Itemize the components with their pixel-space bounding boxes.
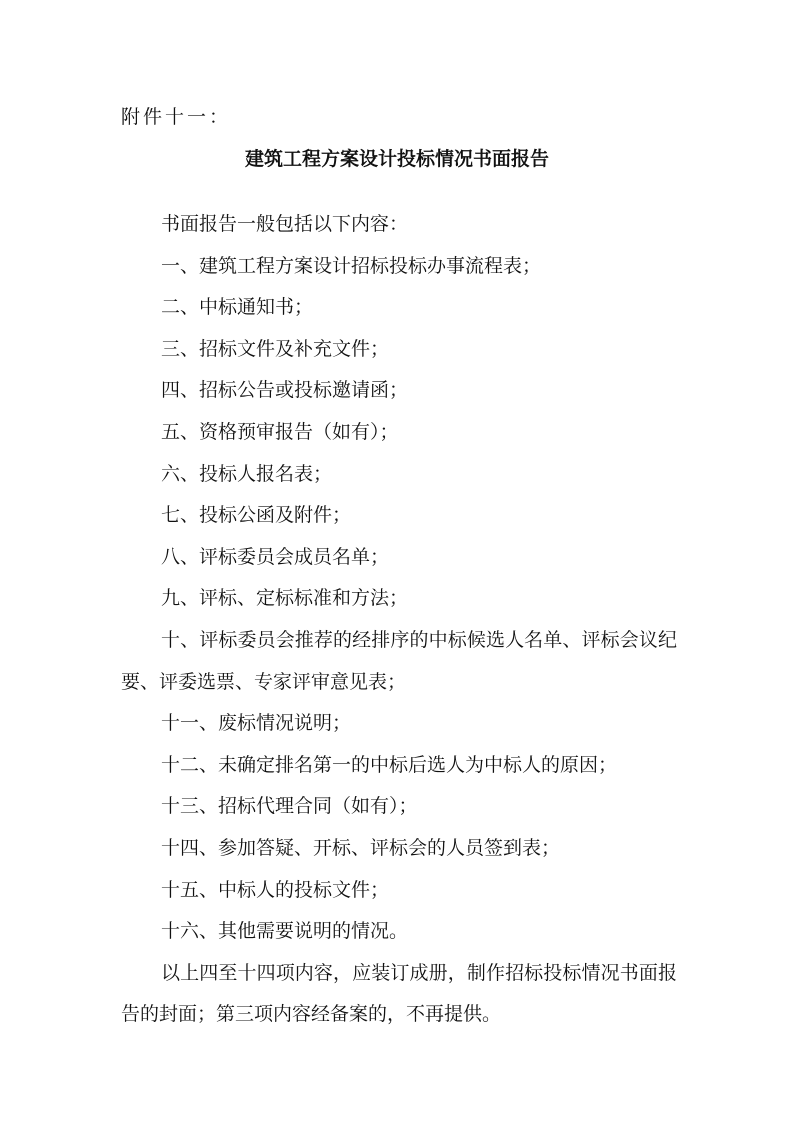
annex-label: 附件十一：: [121, 106, 232, 128]
list-item: 七、投标公函及附件；: [161, 504, 352, 527]
document-body: [121, 204, 677, 1036]
list-item: 九、评标、定标标准和方法；: [161, 587, 409, 610]
document-title: 建筑工程方案设计投标情况书面报告: [244, 148, 549, 170]
list-item: 十六、其他需要说明的情况。: [161, 920, 409, 943]
closing-paragraph: 以上四至十四项内容，应装订成册，制作招标投标情况书面报告的封面；第三项内容经备案的，不再提供。: [121, 961, 677, 1026]
list-item: 六、投标人报名表；: [161, 462, 333, 485]
list-item: 十三、招标代理合同（如有）；: [161, 795, 418, 818]
list-item: 十、评标委员会推荐的经排序的中标候选人名单、评标会议纪要、评委选票、专家评审意见表；: [121, 628, 677, 693]
list-item: 十一、废标情况说明；: [161, 712, 352, 735]
intro-paragraph: 书面报告一般包括以下内容：: [161, 213, 409, 235]
list-item: 十五、中标人的投标文件；: [161, 878, 390, 901]
list-item: 十四、参加答疑、开标、评标会的人员签到表；: [161, 836, 561, 859]
list-item: 一、建筑工程方案设计招标投标办事流程表；: [161, 254, 542, 277]
list-item: 八、评标委员会成员名单；: [161, 545, 390, 568]
list-item: 四、招标公告或投标邀请函；: [161, 379, 409, 402]
list-item: 二、中标通知书；: [161, 296, 314, 319]
list-item: 五、资格预审报告（如有）；: [161, 420, 399, 443]
list-item: 三、招标文件及补充文件；: [161, 337, 390, 360]
list-item: 十二、未确定排名第一的中标后选人为中标人的原因；: [161, 753, 618, 776]
